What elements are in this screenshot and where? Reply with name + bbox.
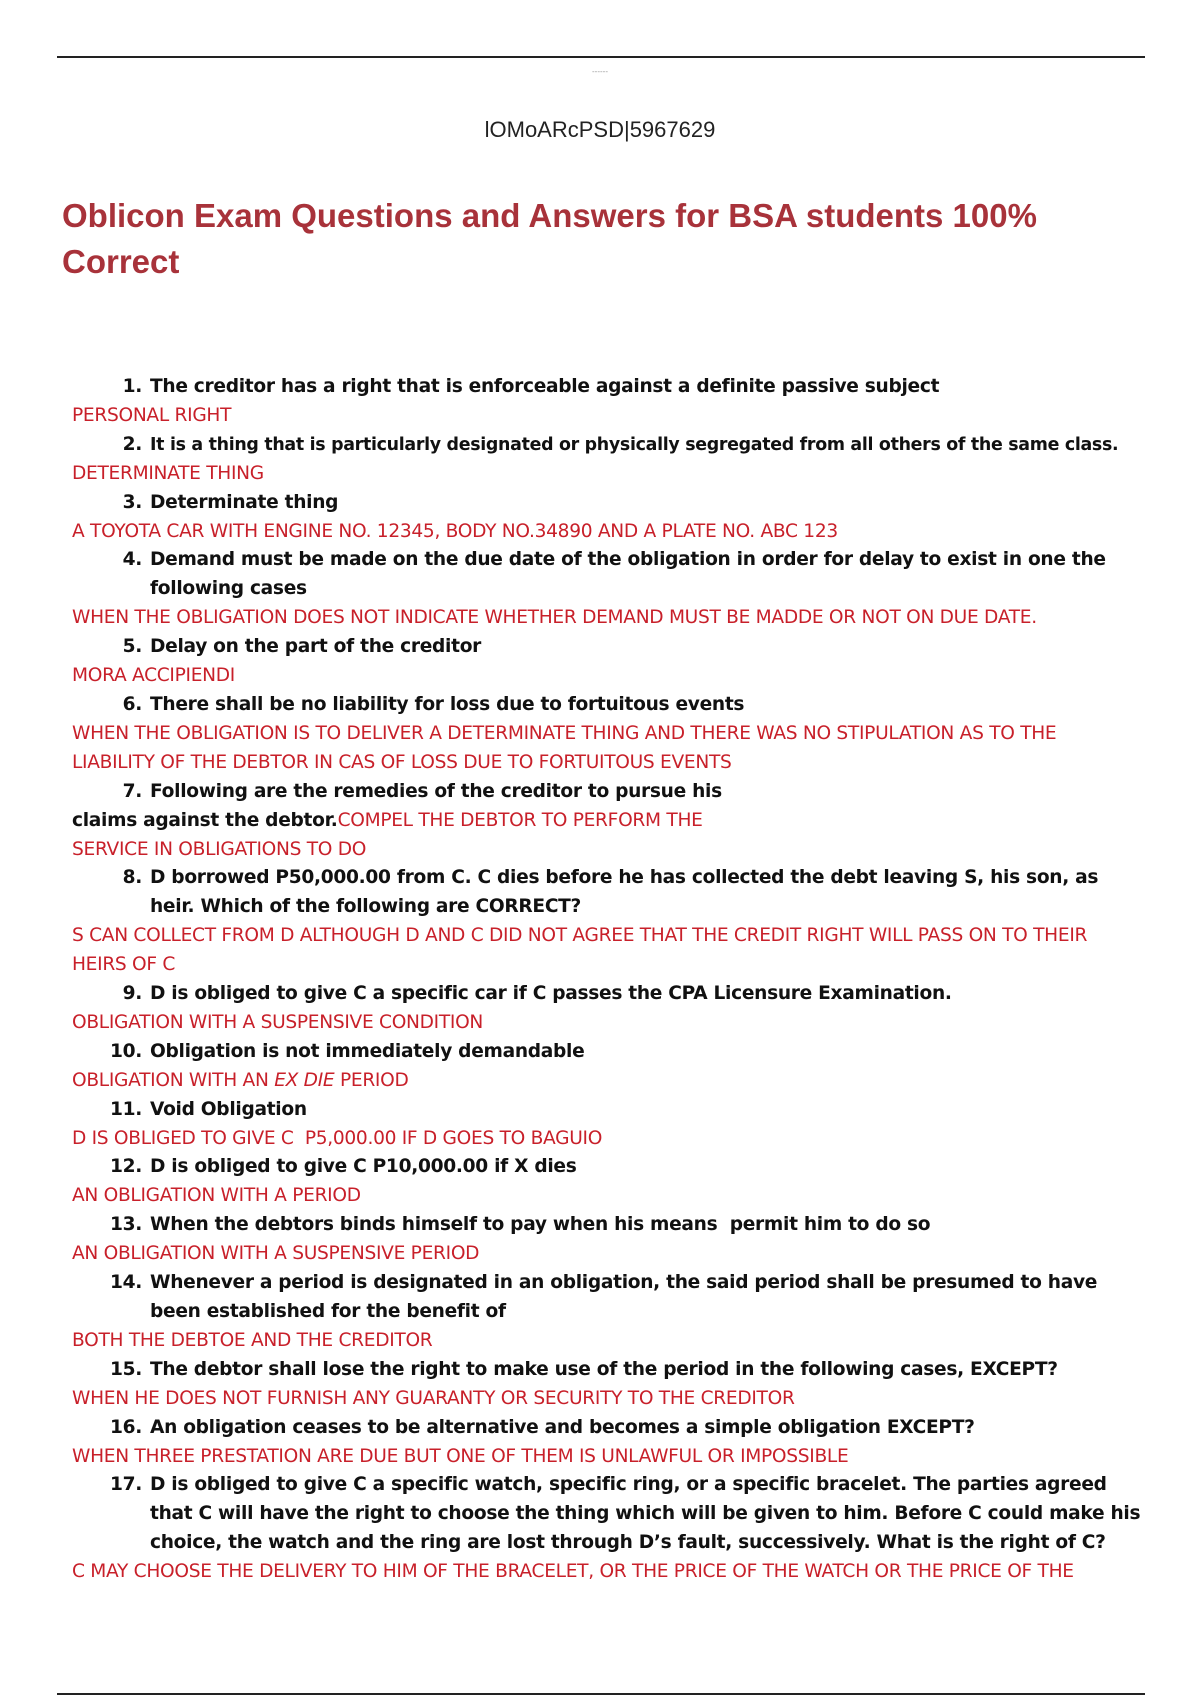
qa-item [72,546,1142,633]
qa-item [72,1269,1142,1356]
answer-continuation: SERVICE IN OBLIGATIONS TO DO [72,838,367,860]
question: 5. Delay on the part of the creditor [122,636,482,658]
question: 9. D is obliged to give C a specific car if C passes the CPA Licensure Examination. [122,983,952,1005]
answer: WHEN THE OBLIGATION DOES NOT INDICATE WHETHER DEMAND MUST BE MADDE OR NOT ON DUE DATE. [72,607,1037,629]
answer: COMPEL THE DEBTOR TO PERFORM THE [337,809,703,831]
question: 6. There shall be no liability for loss due to fortuitous events [122,693,745,715]
qa-item [72,431,1142,489]
qa-item [72,691,1142,778]
answer: WHEN THREE PRESTATION ARE DUE BUT ONE OF THEM IS UNLAWFUL OR IMPOSSIBLE [72,1445,849,1467]
qa-item [72,1414,1142,1472]
answer: BOTH THE DEBTOE AND THE CREDITOR [72,1329,433,1351]
question: 15. The debtor shall lose the right to make use of the period in the following cases, EXCEPT? [109,1358,1058,1380]
answer: PERSONAL RIGHT [72,404,232,426]
answer: OBLIGATION WITH A SUSPENSIVE CONDITION [72,1011,484,1033]
question-continuation: claims against the debtor.COMPEL THE DEBTOR TO PERFORM THE [72,809,703,831]
answer: AN OBLIGATION WITH A SUSPENSIVE PERIOD [72,1243,480,1265]
question: 11. Void Obligation [109,1098,307,1120]
question: 3. Determinate thing [122,491,339,513]
qa-item [72,373,1142,431]
qa-item [72,1211,1142,1269]
qa-item [72,980,1142,1038]
qa-item [72,1356,1142,1414]
qa-list [72,373,1142,1587]
answer: WHEN THE OBLIGATION IS TO DELIVER A DETERMINATE THING AND THERE WAS NO STIPULATION AS TO THE LIABILITY OF THE DEBTOR IN CAS OF LOSS DUE TO FORTUITOUS EVENTS [72,722,1057,773]
top-rule [57,56,1145,58]
question: 16. An obligation ceases to be alternative and becomes a simple obligation EXCEPT? [109,1416,975,1438]
answer: WHEN HE DOES NOT FURNISH ANY GUARANTY OR SECURITY TO THE CREDITOR [72,1387,795,1409]
qa-item [72,1471,1142,1587]
qa-item [72,633,1142,691]
question: 2. It is a thing that is particularly designated or physically segregated from all others of the same class. [122,433,1119,455]
answer: AN OBLIGATION WITH A PERIOD [72,1185,361,1207]
question: 4. Demand must be made on the due date of the obligation in order for delay to exist in one the following cases [122,549,1106,600]
qa-item [72,1153,1142,1211]
answer: D IS OBLIGED TO GIVE C P5,000.00 IF D GOES TO BAGUIO [72,1127,603,1149]
document-id: lOMoARcPSD|5967629 [484,117,716,142]
question: 14. Whenever a period is designated in an obligation, the said period shall be presumed to have been established for the benefit of [109,1272,1098,1322]
header-dots: ------ [592,67,608,76]
answer: S CAN COLLECT FROM D ALTHOUGH D AND C DID NOT AGREE THAT THE CREDIT RIGHT WILL PASS ON TO THEIR HEIRS OF C [72,925,1088,976]
bottom-rule [57,1693,1145,1695]
question: 1. The creditor has a right that is enforceable against a definite passive subject [122,376,940,397]
answer: C MAY CHOOSE THE DELIVERY TO HIM OF THE BRACELET, OR THE PRICE OF THE WATCH OR THE PRICE OF THE [72,1561,1074,1583]
qa-item [72,489,1142,547]
answer: DETERMINATE THING [72,462,264,484]
question: 12. D is obliged to give C P10,000.00 if X dies [109,1156,577,1178]
page-title: Oblicon Exam Questions and Answers for BSA students 100% Correct [62,197,1037,280]
answer: MORA ACCIPIENDI [72,665,235,687]
qa-item [72,778,1142,865]
question: 8. D borrowed P50,000.00 from C. C dies before he has collected the debt leaving S, his son, as heir. Which of the following are CORRECT? [122,867,1099,918]
qa-item [72,1096,1142,1154]
qa-item [72,864,1142,980]
question: 17. D is obliged to give C a specific watch, specific ring, or a specific bracelet. The parties agreed that C will have the right to choose the thing which will be given to him. Before C could make his choice, the watch and the ring are lost through D’s fault, successively. What is the right of C? [109,1474,1141,1554]
question: 7. Following are the remedies of the creditor to pursue his [122,780,722,802]
question: 10. Obligation is not immediately demandable [109,1040,585,1062]
question: 13. When the debtors binds himself to pay when his means permit him to do so [109,1214,931,1236]
answer: OBLIGATION WITH AN EX DIE PERIOD [72,1069,409,1091]
answer: A TOYOTA CAR WITH ENGINE NO. 12345, BODY NO.34890 AND A PLATE NO. ABC 123 [72,520,838,542]
qa-item [72,1038,1142,1096]
